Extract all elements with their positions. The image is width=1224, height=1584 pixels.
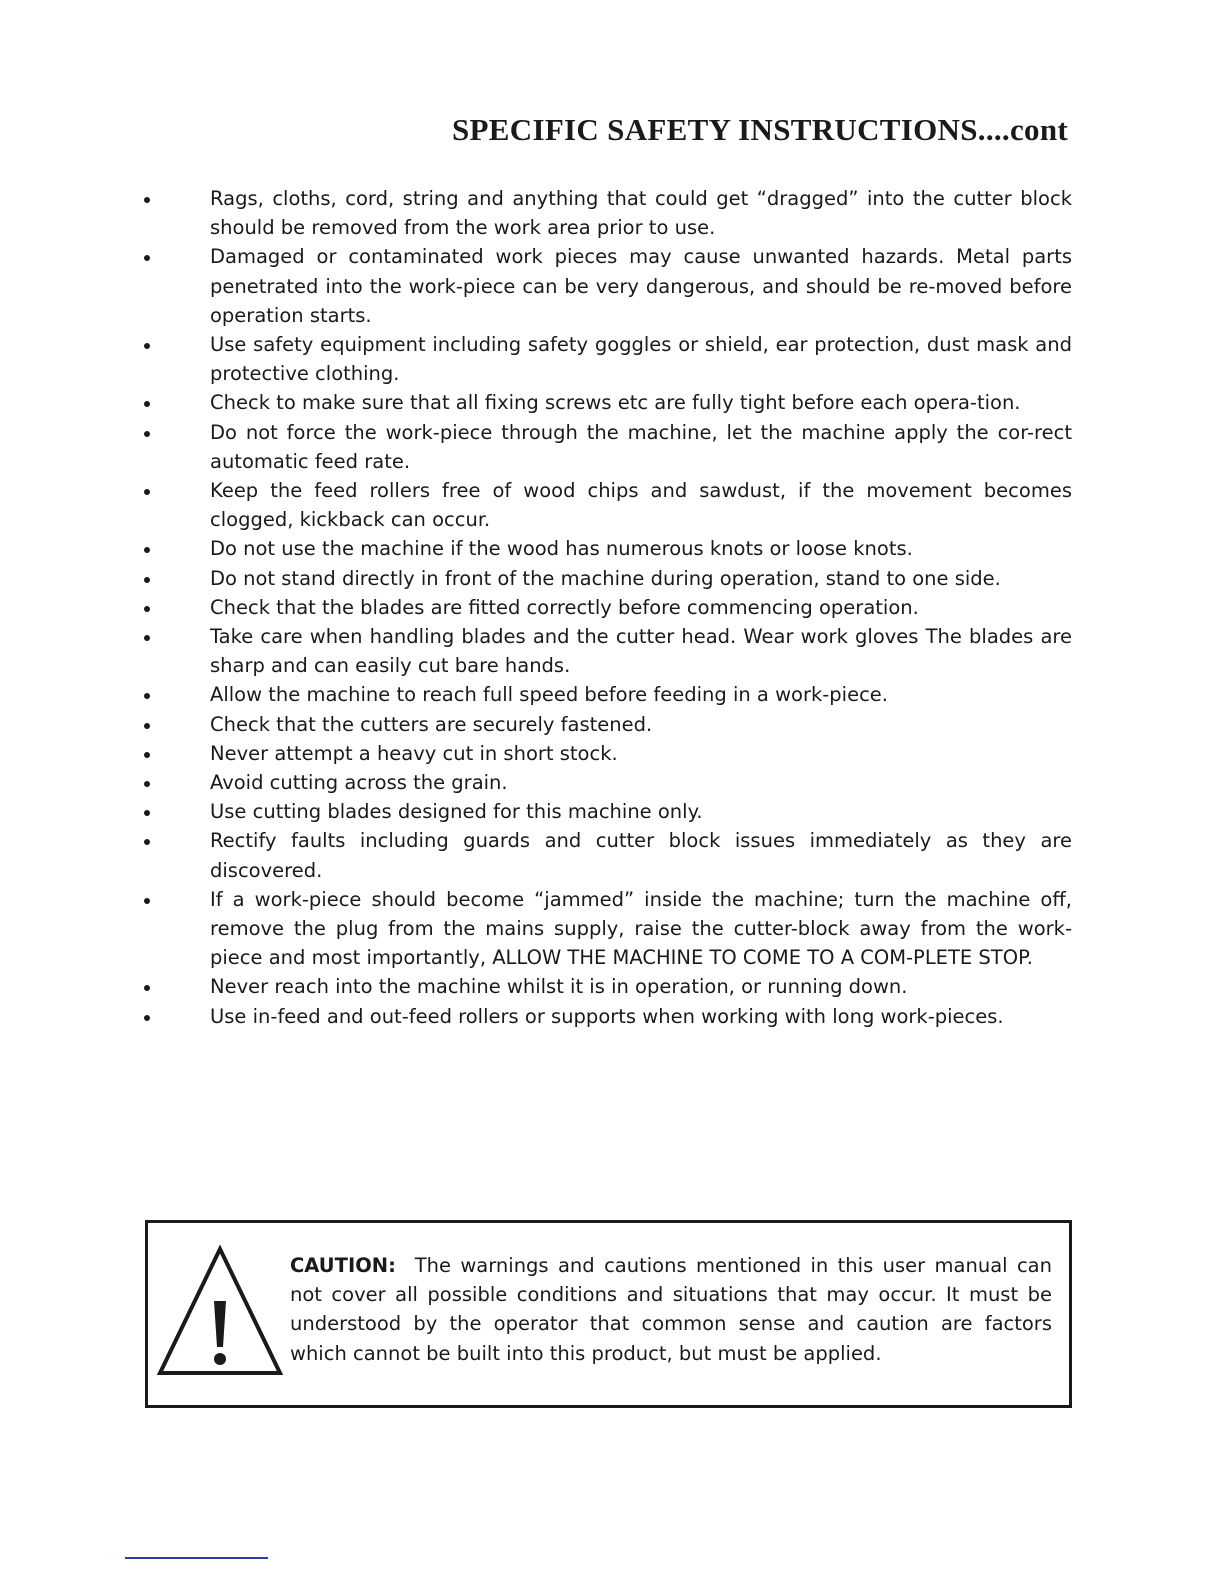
bullet-icon: [144, 985, 150, 991]
list-item: Do not stand directly in front of the machine during operation, stand to one side.: [140, 564, 1072, 593]
caution-text: [290, 1251, 1052, 1368]
list-item: Do not force the work-piece through the machine, let the machine apply the cor-rect automatic feed rate.: [140, 418, 1072, 476]
bullet-icon: [144, 401, 150, 407]
list-item: If a work-piece should become “jammed” inside the machine; turn the machine off, remove the plug from the mains supply, raise the cutter-block away from the work-piece and most importantly, ALLOW THE MACHINE TO COME TO A COM-PLETE STOP.: [140, 885, 1072, 973]
footer-divider: [125, 1557, 268, 1559]
list-item: Allow the machine to reach full speed before feeding in a work-piece.: [140, 680, 1072, 709]
list-item: Never reach into the machine whilst it is in operation, or running down.: [140, 972, 1072, 1001]
list-item: Keep the feed rollers free of wood chips and sawdust, if the movement becomes clogged, kickback can occur.: [140, 476, 1072, 534]
bullet-icon: [144, 431, 150, 437]
page-title: SPECIFIC SAFETY INSTRUCTIONS....cont: [452, 112, 1068, 147]
bullet-icon: [144, 898, 150, 904]
list-item: Check to make sure that all fixing screws etc are fully tight before each opera-tion.: [140, 388, 1072, 417]
list-item: Avoid cutting across the grain.: [140, 768, 1072, 797]
bullet-icon: [144, 635, 150, 641]
list-item: Rags, cloths, cord, string and anything that could get “dragged” into the cutter block should be removed from the work area prior to use.: [140, 184, 1072, 242]
bullet-icon: [144, 489, 150, 495]
bullet-icon: [144, 547, 150, 553]
bullet-icon: [144, 255, 150, 261]
warning-triangle-icon: [156, 1243, 284, 1381]
safety-instructions-list: [140, 184, 1072, 1031]
list-item: Never attempt a heavy cut in short stock.: [140, 739, 1072, 768]
caution-body: The warnings and cautions mentioned in this user manual can not cover all possible conditions and situations that may occur. It must be understood by the operator that common sense and caution are factors which cannot be built into this product, but must be applied.: [290, 1254, 1052, 1365]
list-item: Use in-feed and out-feed rollers or supports when working with long work-pieces.: [140, 1002, 1072, 1031]
bullet-icon: [144, 693, 150, 699]
bullet-icon: [144, 810, 150, 816]
caution-box: [145, 1220, 1072, 1408]
list-item: Damaged or contaminated work pieces may cause unwanted hazards. Metal parts penetrated into the work-piece can be very dangerous, and should be re-moved before operation starts.: [140, 242, 1072, 330]
bullet-icon: [144, 752, 150, 758]
bullet-icon: [144, 781, 150, 787]
list-item: Do not use the machine if the wood has numerous knots or loose knots.: [140, 534, 1072, 563]
bullet-icon: [144, 723, 150, 729]
list-item: Take care when handling blades and the cutter head. Wear work gloves The blades are sharp and can easily cut bare hands.: [140, 622, 1072, 680]
list-item: Use cutting blades designed for this machine only.: [140, 797, 1072, 826]
bullet-icon: [144, 606, 150, 612]
bullet-icon: [144, 197, 150, 203]
list-item: Check that the blades are fitted correctly before commencing operation.: [140, 593, 1072, 622]
caution-label: CAUTION:: [290, 1254, 396, 1277]
list-item: Check that the cutters are securely fastened.: [140, 710, 1072, 739]
list-item: Use safety equipment including safety goggles or shield, ear protection, dust mask and protective clothing.: [140, 330, 1072, 388]
bullet-icon: [144, 839, 150, 845]
bullet-icon: [144, 343, 150, 349]
list-item: Rectify faults including guards and cutter block issues immediately as they are discovered.: [140, 826, 1072, 884]
bullet-icon: [144, 1015, 150, 1021]
bullet-icon: [144, 577, 150, 583]
